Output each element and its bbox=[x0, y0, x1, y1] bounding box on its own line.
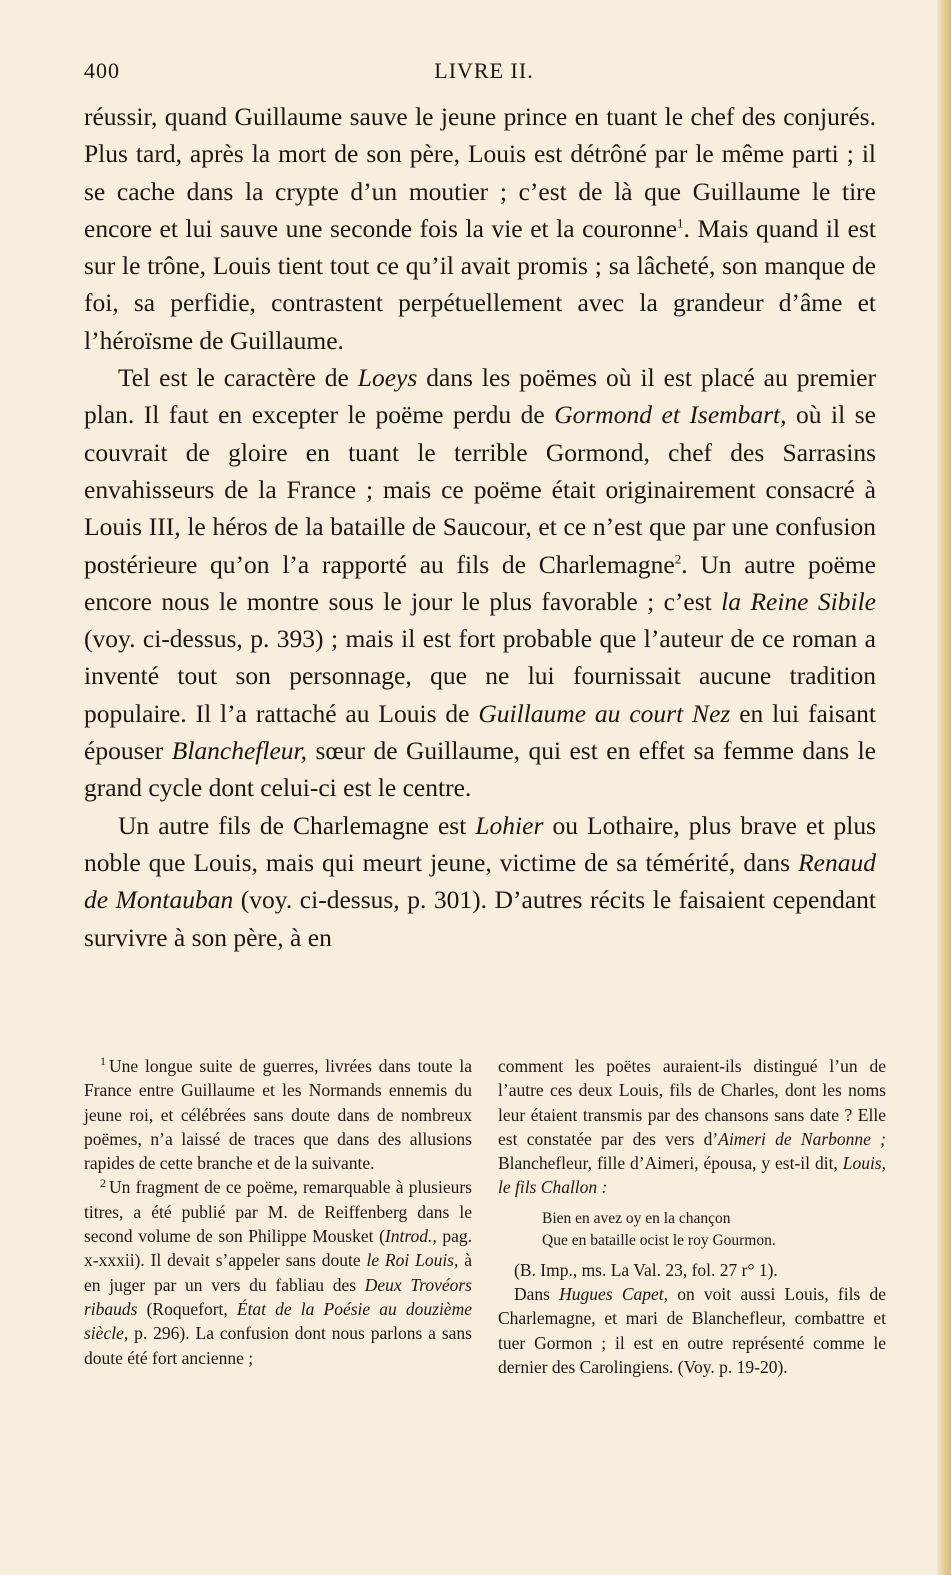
footnote-ref-2: 2 bbox=[674, 551, 682, 567]
text-run: ou Lothaire, plus brave et plus noble que Louis, mais qui meurt jeune, victime de sa témérité, dans bbox=[84, 810, 876, 877]
text-run: comment les poëtes auraient-ils distingué l’un de l’autre ces deux Louis, fils de Charles, dont les noms leur étaient transmis par des chansons sans date ? Elle est constatée par des vers d’ bbox=[498, 1056, 886, 1149]
footnote-1 bbox=[84, 1054, 472, 1175]
text-run: pag. x-xxxii). Il devait s’appeler sans doute bbox=[84, 1226, 472, 1271]
page-edge bbox=[937, 0, 951, 1575]
running-title: LIVRE II. bbox=[434, 58, 534, 83]
text-run: p. 296). La confusion dont nous parlons a sans doute été fort ancienne ; bbox=[84, 1323, 472, 1368]
text-run: à en juger par un vers du fabliau des bbox=[84, 1250, 472, 1295]
text-run: Un autre fils de Charlemagne est bbox=[118, 810, 476, 840]
italic-title: la Reine Sibile bbox=[721, 586, 876, 616]
text-run: Un fragment de ce poëme, remarquable à plusieurs titres, a été publié par M. de Reiffenberg dans le second volume de son Philippe Mousket ( bbox=[84, 1177, 472, 1247]
italic-title: Hugues Capet, bbox=[559, 1284, 669, 1305]
paragraph-1 bbox=[84, 98, 876, 359]
italic-title: Gormond et Isembart, bbox=[554, 400, 787, 430]
footnote-column-left bbox=[84, 1054, 472, 1370]
italic-title: Aimeri de Narbonne ; bbox=[718, 1128, 886, 1149]
italic-title: Introd., bbox=[384, 1226, 437, 1247]
text-run: sœur de Guillaume, qui est en effet sa femme dans le grand cycle dont celui-ci est le centre. bbox=[84, 736, 876, 803]
footnote-2 bbox=[84, 1175, 472, 1369]
italic-title: Lohier bbox=[475, 810, 544, 840]
text-run: Blanchefleur, fille d’Aimeri, épousa, y est-il dit, bbox=[498, 1153, 843, 1174]
citation: (B. Imp., ms. La Val. 23, fol. 27 r° 1). bbox=[514, 1259, 778, 1280]
verse-line-2: Que en bataille ocist le roy Gourmon. bbox=[542, 1231, 776, 1249]
text-run: . Un autre poëme encore nous le montre sous le jour le plus favorable ; c’est bbox=[84, 549, 876, 616]
text-run: réussir, quand Guillaume sauve le jeune prince en tuant le chef des conjurés. Plus tard, après la mort de son père, Louis est détrôné par le même parti ; il se cache dans la crypte d’un moutier ; c’est de là que Guillaume le tire encore et lui sauve une seconde fois la vie et la couronne bbox=[84, 102, 876, 243]
text-run: . Mais quand il est sur le trône, Louis tient tout ce qu’il avait promis ; sa lâcheté, son manque de foi, sa perfidie, contrastent perpétuellement avec la grandeur d’âme et l’héroïsme de Guillaume. bbox=[84, 213, 876, 355]
italic-title: Guillaume au court Nez bbox=[478, 698, 731, 728]
page-header bbox=[84, 58, 884, 88]
italic-title: le Roi Louis, bbox=[366, 1250, 459, 1271]
main-text bbox=[84, 98, 876, 956]
text-run: (voy. ci-dessus, p. 301). D’autres récits le faisaient cependant survivre à son père, à en bbox=[84, 885, 876, 952]
italic-title: Louis, le fils Challon : bbox=[498, 1153, 886, 1198]
footnotes bbox=[84, 1054, 887, 1494]
text-run: en lui faisant épouser bbox=[84, 698, 876, 766]
verse-line-1: Bien en avez oy en la chançon bbox=[542, 1209, 731, 1227]
paragraph-2 bbox=[84, 359, 876, 807]
italic-title: Blanchefleur, bbox=[171, 736, 308, 766]
footnote-2-continued bbox=[498, 1054, 886, 1200]
text-run: Dans bbox=[514, 1284, 560, 1305]
text-run: on voit aussi Louis, fils de Charlemagne, et mari de Blanchefleur, combattre et tuer Gormon ; il est en outre représenté comme le dernier des Carolingiens. (Voy. p. 19-20). bbox=[498, 1284, 887, 1377]
text-run: (voy. ci-dessus, p. 393) ; mais il est fort probable que l’auteur de ce roman a inventé tout son personnage, que ne lui fournissait aucune tradition populaire. Il l’a rattaché au Louis de bbox=[84, 624, 876, 728]
text-run: dans les poëmes où il est placé au premier plan. Il faut en excepter le poëme perdu de bbox=[84, 363, 876, 430]
footnote-2-final bbox=[498, 1282, 886, 1379]
text-run: où il se couvrait de gloire en tuant le terrible Gormond, chef des Sarrasins envahisseurs de la France ; mais ce poëme était originairement consacré à Louis III, le héros de la bataille de Saucour, et ce n’est que par une confusion postérieure qu’on l’a rapporté au fils de Charlemagne bbox=[84, 400, 876, 579]
text-run: (Roquefort, bbox=[137, 1298, 237, 1319]
text-run: Tel est le caractère de bbox=[118, 363, 358, 393]
italic-title: Deux Trovéors ribauds bbox=[84, 1274, 472, 1319]
verse-quote bbox=[542, 1208, 886, 1252]
footnote-column-right bbox=[498, 1054, 886, 1379]
italic-title: Renaud de Montauban bbox=[84, 847, 876, 915]
page-number: 400 bbox=[84, 58, 120, 83]
footnote-marker: 2 bbox=[100, 1175, 106, 1190]
footnote-marker: 1 bbox=[100, 1054, 106, 1069]
paragraph-3 bbox=[84, 807, 876, 956]
text-run: Une longue suite de guerres, livrées dans toute la France entre Guillaume et les Normands ennemis du jeune roi, et célébrées sans doute dans de nombreux poëmes, n’a laissé de traces que dans des allusions rapides de cette branche et de la suivante. bbox=[84, 1056, 472, 1174]
footnote-ref-1: 1 bbox=[677, 215, 684, 231]
italic-title: État de la Poésie au douzième siècle, bbox=[84, 1298, 472, 1344]
italic-title: Loeys bbox=[357, 363, 418, 393]
